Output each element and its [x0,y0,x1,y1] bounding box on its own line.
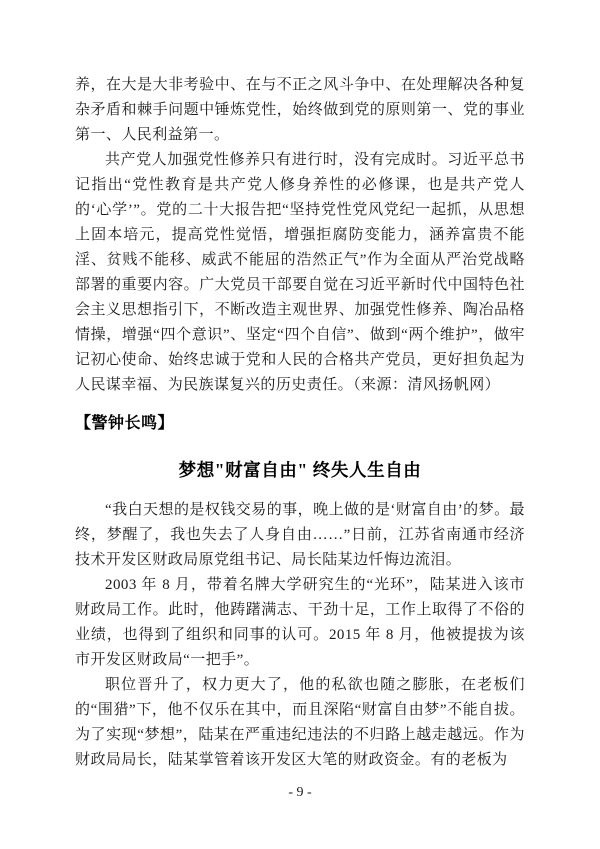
article-paragraph-downfall: 职位晋升了，权力更大了，他的私欲也随之膨胀，在老板们的“围猎”下，他不仅乐在其中，而且深陷“财富自由梦”不能自拔。为了实现“梦想”，陆某在严重违纪违法的不归路上越走越远。作为财政局局长，陆某掌管着该开发区大笔的财政资金。有的老板为 [75,677,525,768]
document-content [75,73,525,773]
paragraph-continuation: 养，在大是大非考验中、在与不正之风斗争中、在处理解决各种复杂矛盾和棘手问题中锤炼党性，始终做到党的原则第一、党的事业第一、人民利益第一。 [75,77,525,143]
article-title: 梦想"财富自由" 终失人生自由 [178,460,422,480]
page-number: - 9 - [288,785,312,800]
article-paragraph-confession: “我白天想的是权钱交易的事，晚上做的是‘财富自由’的梦。最终，梦醒了，我也失去了人身自由……”日前，江苏省南通市经济技术开发区财政局原党组书记、局长陆某边忏悔边流泪。 [75,502,525,568]
article-paragraph-career: 2003 年 8 月，带着名牌大学研究生的“光环”，陆某进入该市财政局工作。此时，他踌躇满志、干劲十足，工作上取得了不俗的业绩，也得到了组织和同事的认可。2015 年 8 月，他被提拔为该市开发区财政局“一把手”。 [75,577,525,668]
paragraph-party-spirit: 共产党人加强党性修养只有进行时，没有完成时。习近平总书记指出“党性教育是共产党人修身养性的必修课，也是共产党人的‘心学’”。党的二十大报告把“坚持党性党风党纪一起抓，从思想上固本培元，提高党性觉悟，增强拒腐防变能力，涵养富贵不能淫、贫贱不能移、威武不能屈的浩然正气”作为全面从严治党战略部署的重要内容。广大党员干部要自觉在习近平新时代中国特色社会主义思想指引下，不断改造主观世界、加强党性修养、陶冶品格情操，增强“四个意识”、坚定“四个自信”、做到“两个维护”，做牢记初心使命、始终忠诚于党和人民的合格共产党员，更好担负起为人民谋幸福、为民族谋复兴的历史责任。（来源：清风扬帆网） [75,152,525,393]
section-header-alarm-bell: 【警钟长鸣】 [75,415,175,432]
article-body [75,498,525,773]
